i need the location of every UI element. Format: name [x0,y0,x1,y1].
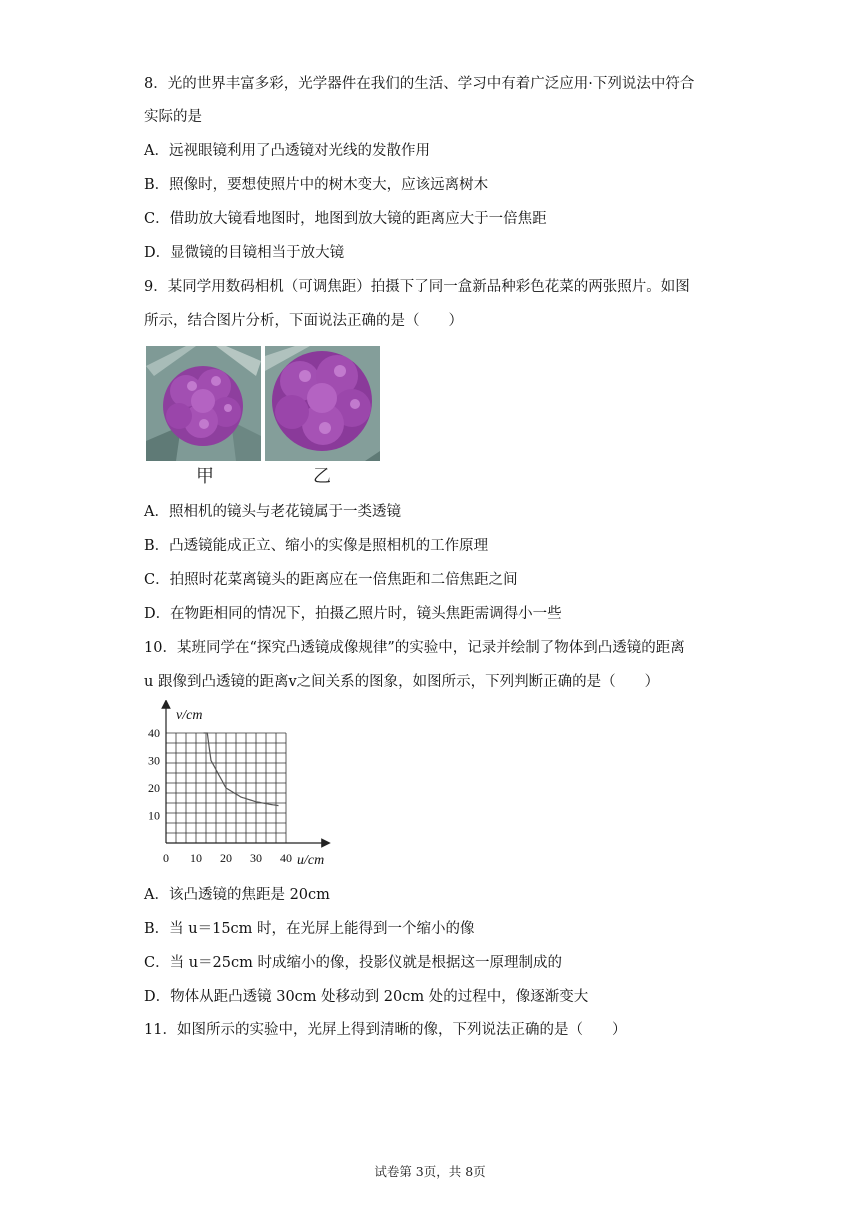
q9-option-d: D．在物距相同的情况下，拍摄乙照片时，镜头焦距需调得小一些 [144,606,562,622]
q10-option-b: B．当 u＝15cm 时，在光屏上能得到一个缩小的像 [144,921,475,937]
q10-option-a: A．该凸透镜的焦距是 20cm [144,887,330,903]
y-tick-label: 20 [148,781,160,795]
q10-stem-line2: u 跟像到凸透镜的距离v之间关系的图象，如图所示，下列判断正确的是（ ） [144,674,660,690]
q8-option-d: D．显微镜的目镜相当于放大镜 [144,245,345,261]
x-tick-label: 20 [220,851,232,865]
q8-option-a: A．远视眼镜利用了凸透镜对光线的发散作用 [144,143,430,159]
q9-option-b: B．凸透镜能成正立、缩小的实像是照相机的工作原理 [144,538,489,554]
q10-option-d: D．物体从距凸透镜 30cm 处移动到 20cm 处的过程中，像逐渐变大 [144,989,589,1005]
q8-stem-line2: 实际的是 [144,109,202,125]
cauliflower-photo-yi [265,346,380,461]
cauliflower-photos [146,346,386,486]
uv-graph [140,700,350,870]
q9-option-c: C．拍照时花菜离镜头的距离应在一倍焦距和二倍焦距之间 [144,572,518,588]
uv-curve [204,733,279,806]
x-tick-label: 30 [250,851,262,865]
q8-option-c: C．借助放大镜看地图时，地图到放大镜的距离应大于一倍焦距 [144,211,547,227]
photo-label-jia: 甲 [196,466,214,487]
q8-option-b: B．照像时，要想使照片中的树木变大，应该远离树木 [144,177,489,193]
q9-option-a: A．照相机的镜头与老花镜属于一类透镜 [144,504,401,520]
y-tick-label: 10 [148,808,160,823]
cauliflower-photo-jia [146,346,261,461]
q8-stem-line1: 8．光的世界丰富多彩，光学器件在我们的生活、学习中有着广泛应用·下列说法中符合 [144,76,695,92]
page-footer: 试卷第 3页，共 8页 [374,1164,486,1179]
q10-stem-line1: 10．某班同学在“探究凸透镜成像规律”的实验中，记录并绘制了物体到凸透镜的距离 [144,640,685,656]
x-tick-label: 0 [163,851,169,865]
x-tick-label: 40 [280,851,292,865]
x-tick-label: 10 [190,851,202,865]
y-tick-label: 40 [148,726,160,740]
x-axis-label: u/cm [297,853,325,868]
q10-option-c: C．当 u＝25cm 时成缩小的像，投影仪就是根据这一原理制成的 [144,955,562,971]
q9-stem-line2: 所示，结合图片分析，下面说法正确的是（ ） [144,313,463,329]
q11-stem-line1: 11．如图所示的实验中，光屏上得到清晰的像，下列说法正确的是（ ） [144,1022,627,1038]
uv-graph-svg [140,700,350,870]
photo-label-yi: 乙 [313,466,331,487]
y-axis-label: v/cm [176,708,203,723]
q9-stem-line1: 9．某同学用数码相机（可调焦距）拍摄下了同一盒新品种彩色花菜的两张照片。如图 [144,279,690,295]
graph-ticks [148,726,292,865]
y-tick-label: 30 [148,753,160,768]
